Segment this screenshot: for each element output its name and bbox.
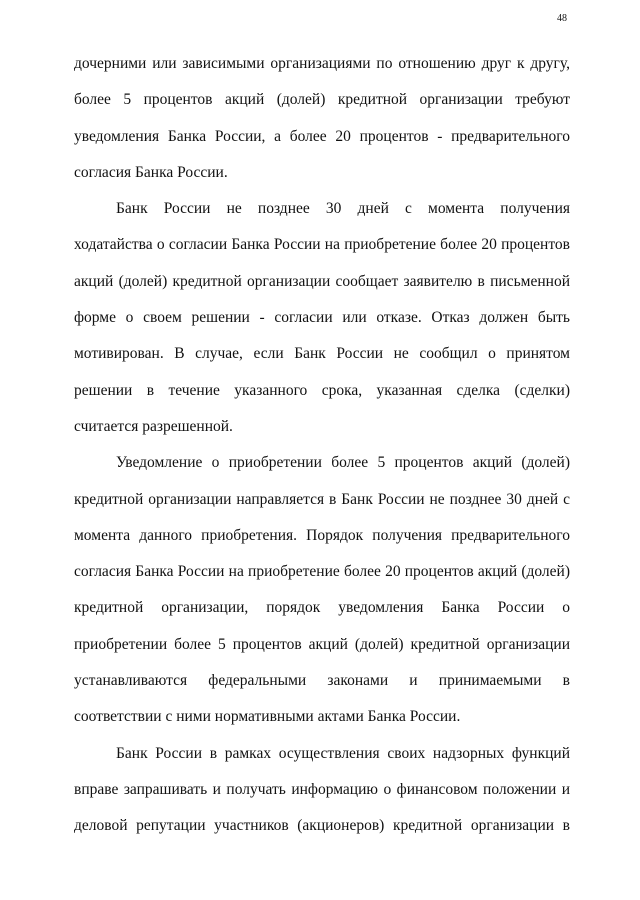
text-line: решении в течение указанного срока, указанная сделка (сделки) — [74, 381, 570, 399]
text-line: согласия Банка России. — [74, 163, 228, 181]
text-line: вправе запрашивать и получать информацию о финансовом положении и — [74, 780, 570, 798]
text-line: дочерними или зависимыми организациями по отношению друг к другу, — [74, 55, 570, 72]
text-line: приобретении более 5 процентов акций (долей) кредитной организации — [74, 635, 570, 653]
text-line: считается разрешенной. — [74, 417, 233, 435]
text-line: Банк России в рамках осуществления своих надзорных функций — [116, 744, 570, 762]
text-line: форме о своем решении - согласии или отказе. Отказ должен быть — [74, 309, 570, 327]
text-line: момента данного приобретения. Порядок получения предварительного — [74, 526, 570, 544]
text-line: акций (долей) кредитной организации сообщает заявителю в письменной — [74, 272, 570, 290]
body-text — [74, 46, 570, 845]
text-line: Уведомление о приобретении более 5 процентов акций (долей) — [116, 454, 570, 472]
text-line: более 5 процентов акций (долей) кредитной организации требуют — [74, 91, 570, 109]
text-line: Банк России не позднее 30 дней с момента получения — [116, 200, 570, 218]
text-line: соответствии с ними нормативными актами Банка России. — [74, 708, 461, 726]
page-number: 48 — [557, 13, 567, 24]
text-line: ходатайства о согласии Банка России на приобретение более 20 процентов — [74, 236, 570, 254]
text-line: мотивирован. В случае, если Банк России не сообщил о принятом — [74, 345, 570, 363]
text-line: кредитной организации направляется в Банк России не позднее 30 дней с — [74, 490, 570, 508]
text-line: деловой репутации участников (акционеров) кредитной организации в — [74, 817, 570, 835]
text-line: согласия Банка России на приобретение более 20 процентов акций (долей) — [74, 563, 570, 581]
text-line: уведомления Банка России, а более 20 процентов - предварительного — [74, 127, 570, 145]
text-line: кредитной организации, порядок уведомления Банка России о — [74, 599, 570, 617]
text-line: устанавливаются федеральными законами и принимаемыми в — [74, 672, 570, 690]
